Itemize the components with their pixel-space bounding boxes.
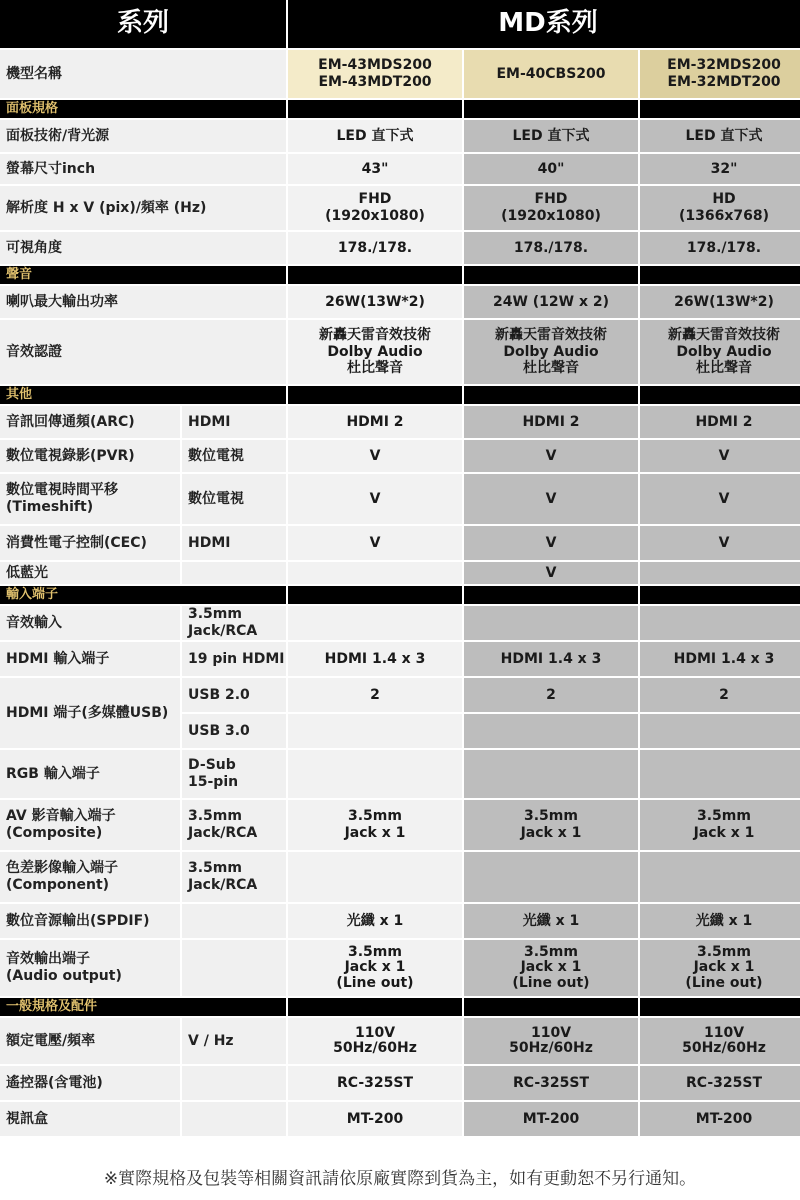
cell-av-2: 3.5mm Jack x 1 — [464, 800, 638, 850]
row-label-audio-cert: 音效認證 — [0, 320, 286, 384]
sub-label-empty — [182, 1066, 286, 1100]
cell-speaker-power-1: 26W(13W*2) — [288, 286, 462, 318]
model-3: EM-32MDS200 EM-32MDT200 — [640, 50, 800, 98]
series-header: 系列 — [0, 0, 286, 48]
cell-pvr-3: V — [640, 440, 800, 472]
row-label-video-box: 視訊盒 — [0, 1102, 180, 1136]
cell-remote-3: RC-325ST — [640, 1066, 800, 1100]
cell-cec-1: V — [288, 526, 462, 560]
cell-remote-2: RC-325ST — [464, 1066, 638, 1100]
cell-voltage-1: 110V 50Hz/60Hz — [288, 1018, 462, 1064]
cell-timeshift-2: V — [464, 474, 638, 524]
section-divider — [640, 386, 800, 404]
cell-audio-cert-1: 新轟天雷音效技術 Dolby Audio 杜比聲音 — [288, 320, 462, 384]
row-label-resolution: 解析度 H x V (pix)/頻率 (Hz) — [0, 186, 286, 230]
row-label-voltage: 額定電壓/頻率 — [0, 1018, 180, 1064]
footnote: ※實際規格及包裝等相關資訊請依原廠實際到貨為主，如有更動恕不另行通知。 — [103, 1168, 697, 1189]
row-label-panel-tech: 面板技術/背光源 — [0, 120, 286, 152]
section-divider — [288, 100, 462, 118]
cell-low-blue-light-3 — [640, 562, 800, 584]
sub-label-voltage: V / Hz — [182, 1018, 286, 1064]
cell-usb2-2: 2 — [464, 678, 638, 712]
cell-remote-1: RC-325ST — [288, 1066, 462, 1100]
model-name-label: 機型名稱 — [0, 50, 286, 98]
cell-hdmi-input-2: HDMI 1.4 x 3 — [464, 642, 638, 676]
cell-pvr-1: V — [288, 440, 462, 472]
model-2: EM-40CBS200 — [464, 50, 638, 98]
row-label-timeshift: 數位電視時間平移 (Timeshift) — [0, 474, 180, 524]
sub-label-usb-3: USB 3.0 — [182, 714, 286, 748]
section-divider — [640, 266, 800, 284]
cell-video-box-1: MT-200 — [288, 1102, 462, 1136]
section-divider — [288, 266, 462, 284]
row-label-hdmi-input: HDMI 輸入端子 — [0, 642, 180, 676]
sub-label-av: 3.5mm Jack/RCA — [182, 800, 286, 850]
cell-panel-tech-2: LED 直下式 — [464, 120, 638, 152]
cell-video-box-3: MT-200 — [640, 1102, 800, 1136]
section-panel: 面板規格 — [0, 100, 286, 118]
section-divider — [464, 386, 638, 404]
cell-resolution-2: FHD (1920x1080) — [464, 186, 638, 230]
row-label-cec: 消費性電子控制(CEC) — [0, 526, 180, 560]
cell-audio-input-3 — [640, 606, 800, 640]
sub-label-empty — [182, 1102, 286, 1136]
cell-usb2-3: 2 — [640, 678, 800, 712]
cell-usb3-1 — [288, 714, 462, 748]
cell-usb3-3 — [640, 714, 800, 748]
cell-audio-cert-3: 新轟天雷音效技術 Dolby Audio 杜比聲音 — [640, 320, 800, 384]
row-label-spdif: 數位音源輸出(SPDIF) — [0, 904, 180, 938]
section-divider — [640, 586, 800, 604]
row-label-pvr: 數位電視錄影(PVR) — [0, 440, 180, 472]
cell-timeshift-1: V — [288, 474, 462, 524]
cell-av-3: 3.5mm Jack x 1 — [640, 800, 800, 850]
sub-label-component: 3.5mm Jack/RCA — [182, 852, 286, 902]
cell-rgb-1 — [288, 750, 462, 798]
sub-label-cec: HDMI — [182, 526, 286, 560]
cell-audio-output-3: 3.5mm Jack x 1 (Line out) — [640, 940, 800, 996]
cell-voltage-2: 110V 50Hz/60Hz — [464, 1018, 638, 1064]
cell-voltage-3: 110V 50Hz/60Hz — [640, 1018, 800, 1064]
section-divider — [640, 100, 800, 118]
cell-cec-2: V — [464, 526, 638, 560]
cell-arc-3: HDMI 2 — [640, 406, 800, 438]
row-label-low-blue-light: 低藍光 — [0, 562, 180, 584]
cell-panel-tech-3: LED 直下式 — [640, 120, 800, 152]
cell-low-blue-light-1 — [288, 562, 462, 584]
cell-viewing-angle-3: 178./178. — [640, 232, 800, 264]
cell-spdif-1: 光纖 x 1 — [288, 904, 462, 938]
cell-speaker-power-3: 26W(13W*2) — [640, 286, 800, 318]
md-series-header: MD系列 — [288, 0, 800, 48]
sub-label-empty — [182, 562, 286, 584]
cell-timeshift-3: V — [640, 474, 800, 524]
cell-panel-tech-1: LED 直下式 — [288, 120, 462, 152]
row-label-rgb: RGB 輸入端子 — [0, 750, 180, 798]
cell-audio-input-2 — [464, 606, 638, 640]
cell-video-box-2: MT-200 — [464, 1102, 638, 1136]
section-input: 輸入端子 — [0, 586, 286, 604]
cell-usb2-1: 2 — [288, 678, 462, 712]
row-label-arc: 音訊回傳通頻(ARC) — [0, 406, 180, 438]
row-label-component: 色差影像輸入端子 (Component) — [0, 852, 180, 902]
cell-spdif-2: 光纖 x 1 — [464, 904, 638, 938]
cell-hdmi-input-1: HDMI 1.4 x 3 — [288, 642, 462, 676]
section-divider — [288, 386, 462, 404]
cell-component-2 — [464, 852, 638, 902]
cell-hdmi-input-3: HDMI 1.4 x 3 — [640, 642, 800, 676]
cell-av-1: 3.5mm Jack x 1 — [288, 800, 462, 850]
model-1: EM-43MDS200 EM-43MDT200 — [288, 50, 462, 98]
row-label-remote: 遙控器(含電池) — [0, 1066, 180, 1100]
cell-screen-size-3: 32" — [640, 154, 800, 184]
section-audio: 聲音 — [0, 266, 286, 284]
section-divider — [288, 998, 462, 1016]
cell-viewing-angle-2: 178./178. — [464, 232, 638, 264]
cell-arc-2: HDMI 2 — [464, 406, 638, 438]
cell-audio-output-1: 3.5mm Jack x 1 (Line out) — [288, 940, 462, 996]
cell-speaker-power-2: 24W (12W x 2) — [464, 286, 638, 318]
cell-spdif-3: 光纖 x 1 — [640, 904, 800, 938]
cell-usb3-2 — [464, 714, 638, 748]
row-label-speaker-power: 喇叭最大輸出功率 — [0, 286, 286, 318]
cell-low-blue-light-2: V — [464, 562, 638, 584]
section-divider — [464, 586, 638, 604]
sub-label-empty — [182, 940, 286, 996]
sub-label-arc: HDMI — [182, 406, 286, 438]
sub-label-timeshift: 數位電視 — [182, 474, 286, 524]
row-label-screen-size: 螢幕尺寸inch — [0, 154, 286, 184]
sub-label-usb-2: USB 2.0 — [182, 678, 286, 712]
section-other: 其他 — [0, 386, 286, 404]
section-divider — [464, 998, 638, 1016]
cell-rgb-2 — [464, 750, 638, 798]
section-divider — [640, 998, 800, 1016]
cell-pvr-2: V — [464, 440, 638, 472]
cell-audio-output-2: 3.5mm Jack x 1 (Line out) — [464, 940, 638, 996]
sub-label-audio-input: 3.5mm Jack/RCA — [182, 606, 286, 640]
cell-viewing-angle-1: 178./178. — [288, 232, 462, 264]
cell-arc-1: HDMI 2 — [288, 406, 462, 438]
cell-audio-cert-2: 新轟天雷音效技術 Dolby Audio 杜比聲音 — [464, 320, 638, 384]
section-divider — [464, 100, 638, 118]
row-label-audio-output: 音效輸出端子 (Audio output) — [0, 940, 180, 996]
row-label-av: AV 影音輸入端子 (Composite) — [0, 800, 180, 850]
cell-resolution-3: HD (1366x768) — [640, 186, 800, 230]
section-divider — [464, 266, 638, 284]
section-general: 一般規格及配件 — [0, 998, 286, 1016]
cell-cec-3: V — [640, 526, 800, 560]
section-divider — [288, 586, 462, 604]
cell-resolution-1: FHD (1920x1080) — [288, 186, 462, 230]
cell-component-1 — [288, 852, 462, 902]
row-label-viewing-angle: 可視角度 — [0, 232, 286, 264]
cell-audio-input-1 — [288, 606, 462, 640]
cell-screen-size-2: 40" — [464, 154, 638, 184]
sub-label-rgb: D-Sub 15-pin — [182, 750, 286, 798]
cell-screen-size-1: 43" — [288, 154, 462, 184]
cell-component-3 — [640, 852, 800, 902]
cell-rgb-3 — [640, 750, 800, 798]
sub-label-hdmi-input: 19 pin HDMI — [182, 642, 286, 676]
sub-label-empty — [182, 904, 286, 938]
row-label-audio-input: 音效輸入 — [0, 606, 180, 640]
sub-label-pvr: 數位電視 — [182, 440, 286, 472]
row-label-usb: HDMI 端子(多媒體USB) — [0, 678, 180, 748]
